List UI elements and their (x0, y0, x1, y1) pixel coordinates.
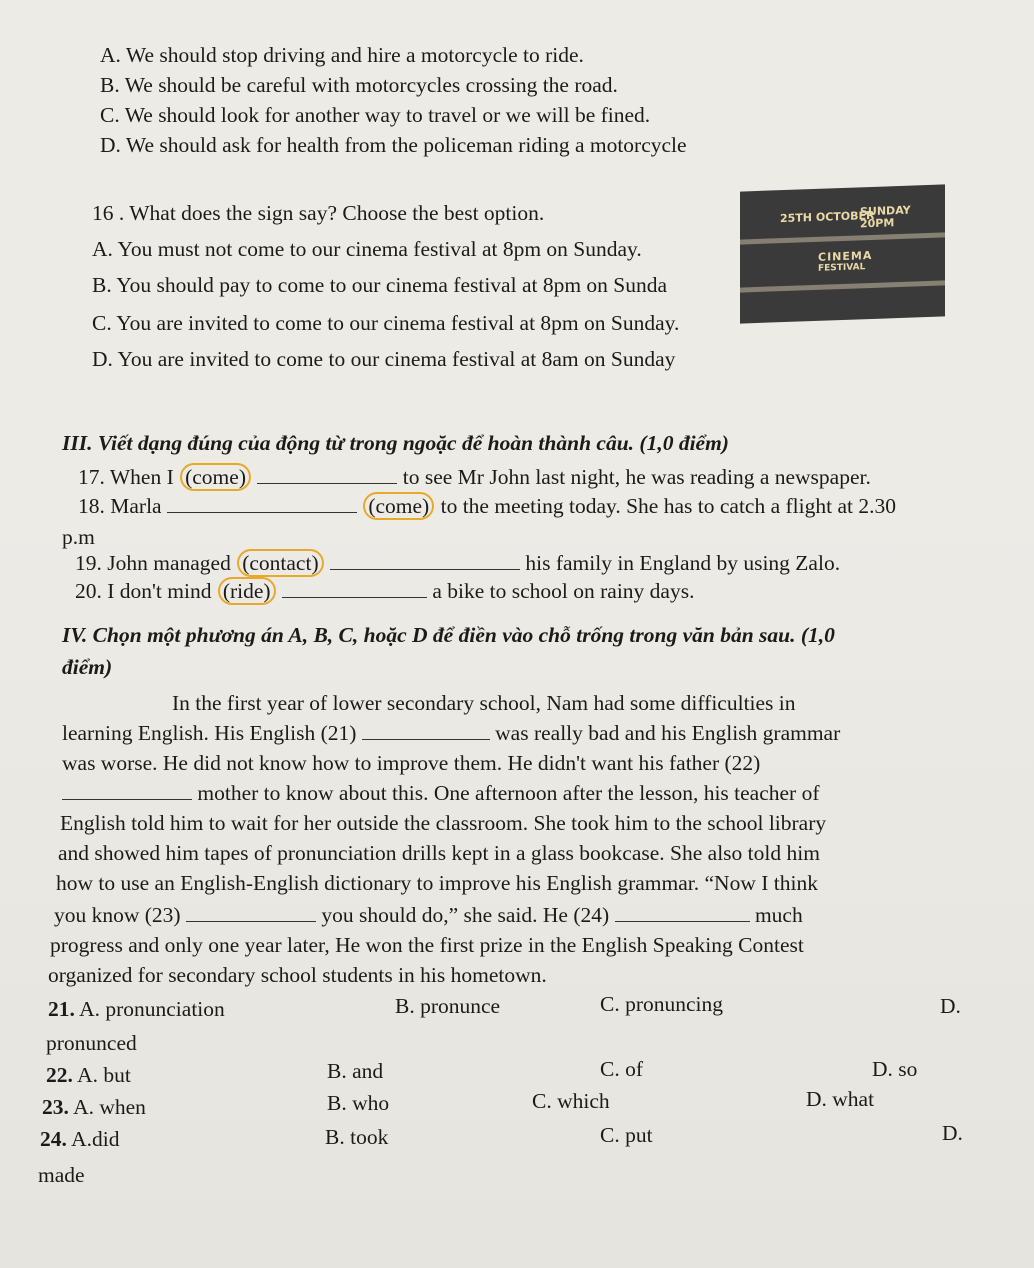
q23-option-d: D. what (806, 1087, 875, 1111)
q24-option-a: A.did (71, 1127, 120, 1151)
q20: 20. I don't mind (ride) a bike to school on rainy days. (75, 579, 695, 603)
q21-row: 21. A. pronunciation (48, 997, 225, 1021)
q16-option-c: C. You are invited to come to our cinema festival at 8pm on Sunday. (92, 311, 680, 335)
q21-option-d-cont: pronunced (46, 1031, 137, 1055)
q19-verb: (contact) (237, 549, 323, 577)
q21-option-a: A. pronunciation (79, 997, 225, 1021)
blank-23[interactable] (186, 903, 316, 922)
q16-option-d: D. You are invited to come to our cinema festival at 8am on Sunday (92, 347, 676, 371)
q15-option-c: C. We should look for another way to travel or we will be fined. (100, 103, 651, 127)
blank-22[interactable] (62, 781, 192, 800)
q23-option-a: A. when (73, 1095, 146, 1119)
sign-title: CINEMA (818, 248, 873, 264)
passage-line-9: progress and only one year later, He won the first prize in the English Speaking Contest (50, 933, 804, 957)
q19-blank[interactable] (330, 551, 520, 570)
passage-line-5: English told him to wait for her outside the classroom. She took him to the school library (60, 811, 827, 835)
passage-line-7: how to use an English-English dictionary to improve his English grammar. “Now I think (56, 871, 818, 895)
passage-line-8: you know (23) you should do,” she said. He (24) much (54, 903, 803, 927)
q22-row: 22. A. but (46, 1063, 131, 1087)
section3-heading: III. Viết dạng đúng của động từ trong ngoặc để hoàn thành câu. (1,0 điểm) (62, 431, 729, 455)
q19: 19. John managed (contact) his family in England by using Zalo. (75, 551, 841, 575)
cinema-festival-sign (740, 184, 945, 323)
q15-option-a: A. We should stop driving and hire a motorcycle to ride. (100, 43, 584, 67)
q22-option-c: C. of (600, 1057, 643, 1081)
q24-row: 24. A.did (40, 1127, 120, 1151)
q17-verb: (come) (180, 463, 251, 491)
q21-option-b: B. pronunce (395, 994, 501, 1018)
q23-option-c: C. which (532, 1089, 610, 1113)
q21-option-d: D. (940, 994, 961, 1018)
q24-option-b: B. took (325, 1125, 389, 1149)
q20-verb: (ride) (218, 577, 276, 605)
passage-line-4: mother to know about this. One afternoon after the lesson, his teacher of (62, 780, 820, 806)
blank-21[interactable] (362, 721, 490, 740)
q22-option-b: B. and (327, 1059, 384, 1083)
q22-option-d: D. so (872, 1057, 918, 1081)
q16-option-a: A. You must not come to our cinema festival at 8pm on Sunday. (92, 237, 642, 261)
passage-line-1: In the first year of lower secondary school, Nam had some difficulties in (172, 691, 796, 715)
q23-row: 23. A. when (42, 1095, 146, 1119)
sign-time: 20PM (860, 216, 895, 231)
section4-heading-cont: điểm) (62, 655, 113, 679)
passage-line-2: learning English. His English (21) was really bad and his English grammar (62, 721, 841, 745)
q24-option-d-cont: made (38, 1163, 85, 1187)
q18-verb: (come) (363, 492, 434, 520)
q24-option-c: C. put (600, 1123, 653, 1147)
passage-line-3: was worse. He did not know how to improve them. He didn't want his father (22) (62, 751, 761, 775)
q17-blank[interactable] (257, 465, 397, 484)
blank-24[interactable] (615, 903, 750, 922)
q15-option-d: D. We should ask for health from the policeman riding a motorcycle (100, 133, 687, 157)
passage-line-6: and showed him tapes of pronunciation drills kept in a glass bookcase. She also told him (58, 841, 820, 865)
q16-option-b: B. You should pay to come to our cinema festival at 8pm on Sunda (92, 273, 668, 297)
q16-question: 16 . What does the sign say? Choose the best option. (92, 201, 545, 225)
passage-line-10: organized for secondary school students in his hometown. (48, 963, 547, 987)
sign-subtitle: FESTIVAL (818, 262, 866, 274)
q18-cont: p.m (62, 525, 95, 549)
q22-option-a: A. but (77, 1063, 131, 1087)
q18: 18. Marla (come) to the meeting today. She has to catch a flight at 2.30 (78, 494, 896, 518)
q23-option-b: B. who (327, 1091, 390, 1115)
q15-option-b: B. We should be careful with motorcycles crossing the road. (100, 73, 618, 97)
q18-blank[interactable] (167, 494, 357, 513)
section4-heading: IV. Chọn một phương án A, B, C, hoặc D để điền vào chỗ trống trong văn bản sau. (1,0 (62, 623, 835, 647)
sign-day: SUNDAY (860, 203, 911, 219)
q21-option-c: C. pronuncing (600, 992, 724, 1016)
sign-date: 25TH OCTOBER (780, 208, 875, 226)
q20-blank[interactable] (282, 579, 427, 598)
q17: 17. When I (come) to see Mr John last night, he was reading a newspaper. (78, 465, 871, 489)
q24-option-d: D. (942, 1121, 963, 1145)
